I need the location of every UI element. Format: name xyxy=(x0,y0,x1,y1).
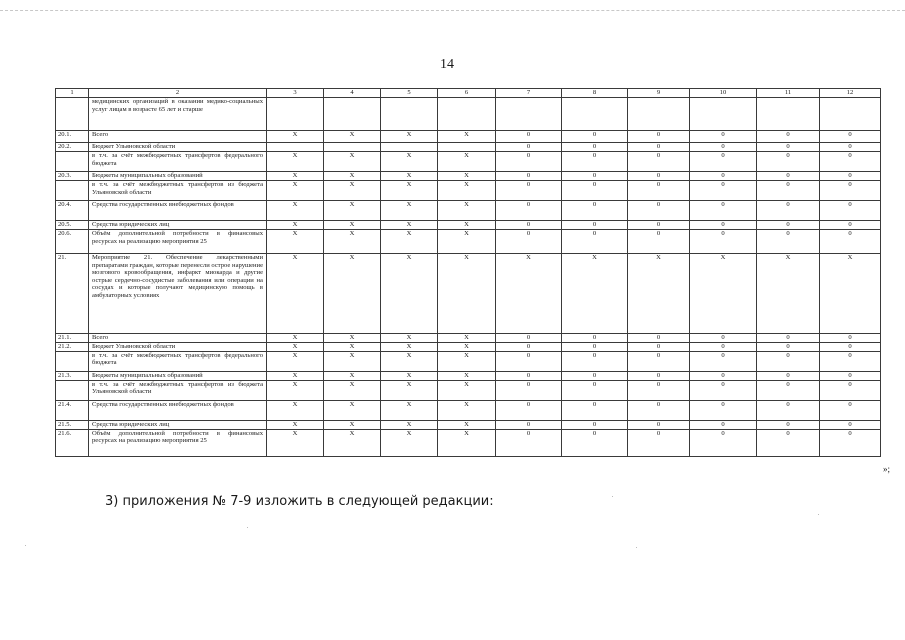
value-cell: Х xyxy=(438,221,496,230)
row-number-cell: 21.5. xyxy=(56,420,89,429)
header-cell: 10 xyxy=(690,89,757,98)
value-cell: 0 xyxy=(496,152,562,172)
value-cell: 0 xyxy=(562,342,628,351)
header-cell: 5 xyxy=(381,89,438,98)
value-cell: 0 xyxy=(628,131,690,143)
value-cell: Х xyxy=(438,181,496,201)
value-cell: Х xyxy=(381,429,438,456)
value-cell: 0 xyxy=(628,371,690,380)
row-number-cell: 21.3. xyxy=(56,371,89,380)
table-row xyxy=(56,342,881,351)
value-cell: 0 xyxy=(690,342,757,351)
value-cell: 0 xyxy=(820,172,881,181)
value-cell: Х xyxy=(381,342,438,351)
row-number-cell xyxy=(56,380,89,400)
value-cell: 0 xyxy=(562,380,628,400)
value-cell: Х xyxy=(381,131,438,143)
value-cell: 0 xyxy=(757,420,820,429)
value-cell: 0 xyxy=(562,230,628,254)
header-cell: 1 xyxy=(56,89,89,98)
value-cell: 0 xyxy=(820,400,881,420)
value-cell xyxy=(324,98,381,131)
row-description-cell: Бюджет Ульяновской области xyxy=(89,143,267,152)
header-cell: 11 xyxy=(757,89,820,98)
value-cell: 0 xyxy=(690,334,757,343)
value-cell xyxy=(324,143,381,152)
table-header-row xyxy=(56,89,881,98)
value-cell: 0 xyxy=(628,400,690,420)
value-cell: 0 xyxy=(690,181,757,201)
value-cell: 0 xyxy=(690,152,757,172)
table-row xyxy=(56,201,881,221)
value-cell: Х xyxy=(324,351,381,371)
value-cell: 0 xyxy=(628,230,690,254)
value-cell: 0 xyxy=(757,131,820,143)
value-cell: Х xyxy=(324,420,381,429)
table-row xyxy=(56,371,881,380)
value-cell: 0 xyxy=(757,181,820,201)
value-cell: Х xyxy=(267,172,324,181)
value-cell: 0 xyxy=(820,131,881,143)
value-cell: Х xyxy=(267,254,324,334)
value-cell: Х xyxy=(628,254,690,334)
row-description-cell: Объём дополнительной потребности в финансовых ресурсах на реализацию мероприятия 25 xyxy=(89,429,267,456)
value-cell: 0 xyxy=(496,342,562,351)
value-cell xyxy=(628,98,690,131)
value-cell: 0 xyxy=(562,420,628,429)
value-cell: Х xyxy=(381,371,438,380)
value-cell: 0 xyxy=(820,351,881,371)
value-cell: 0 xyxy=(562,351,628,371)
header-cell: 12 xyxy=(820,89,881,98)
value-cell: Х xyxy=(267,429,324,456)
header-cell: 9 xyxy=(628,89,690,98)
row-number-cell xyxy=(56,152,89,172)
value-cell: Х xyxy=(438,380,496,400)
value-cell: 0 xyxy=(690,351,757,371)
row-number-cell xyxy=(56,181,89,201)
row-number-cell: 20.3. xyxy=(56,172,89,181)
value-cell: 0 xyxy=(690,429,757,456)
value-cell xyxy=(496,98,562,131)
value-cell: 0 xyxy=(496,371,562,380)
value-cell: Х xyxy=(324,221,381,230)
table-row xyxy=(56,131,881,143)
value-cell: 0 xyxy=(757,371,820,380)
table-row xyxy=(56,400,881,420)
value-cell xyxy=(690,98,757,131)
table-row xyxy=(56,334,881,343)
value-cell: Х xyxy=(690,254,757,334)
value-cell: 0 xyxy=(496,221,562,230)
value-cell xyxy=(438,143,496,152)
value-cell xyxy=(381,143,438,152)
value-cell: 0 xyxy=(628,429,690,456)
value-cell: Х xyxy=(267,380,324,400)
value-cell: 0 xyxy=(562,371,628,380)
header-cell: 8 xyxy=(562,89,628,98)
value-cell: 0 xyxy=(690,143,757,152)
value-cell: 0 xyxy=(496,131,562,143)
value-cell: 0 xyxy=(757,351,820,371)
table-closing-quote: »; xyxy=(883,464,891,474)
value-cell: Х xyxy=(381,181,438,201)
value-cell: 0 xyxy=(496,334,562,343)
row-number-cell: 21.2. xyxy=(56,342,89,351)
value-cell: 0 xyxy=(562,143,628,152)
value-cell: Х xyxy=(438,131,496,143)
value-cell: 0 xyxy=(562,201,628,221)
scan-speck xyxy=(612,496,613,497)
value-cell: 0 xyxy=(757,429,820,456)
value-cell: 0 xyxy=(562,429,628,456)
value-cell: 0 xyxy=(496,351,562,371)
value-cell: Х xyxy=(381,351,438,371)
value-cell: 0 xyxy=(562,152,628,172)
value-cell: 0 xyxy=(820,221,881,230)
header-cell: 3 xyxy=(267,89,324,98)
row-number-cell: 20.6. xyxy=(56,230,89,254)
row-number-cell: 20.4. xyxy=(56,201,89,221)
row-description-cell: в т.ч. за счёт межбюджетных трансфертов федерального бюджета xyxy=(89,152,267,172)
row-number-cell: 21.6. xyxy=(56,429,89,456)
value-cell: 0 xyxy=(496,380,562,400)
value-cell xyxy=(820,98,881,131)
value-cell: 0 xyxy=(562,172,628,181)
row-description-cell: Средства юридических лиц xyxy=(89,420,267,429)
header-cell: 6 xyxy=(438,89,496,98)
table-row xyxy=(56,152,881,172)
value-cell: 0 xyxy=(820,429,881,456)
value-cell: 0 xyxy=(628,380,690,400)
value-cell: Х xyxy=(757,254,820,334)
value-cell: 0 xyxy=(628,221,690,230)
row-number-cell: 20.1. xyxy=(56,131,89,143)
value-cell xyxy=(562,98,628,131)
row-description-cell: Объём дополнительной потребности в финансовых ресурсах на реализацию мероприятия 25 xyxy=(89,230,267,254)
value-cell: Х xyxy=(562,254,628,334)
value-cell: 0 xyxy=(496,230,562,254)
value-cell: Х xyxy=(267,201,324,221)
value-cell: 0 xyxy=(690,230,757,254)
value-cell: Х xyxy=(381,230,438,254)
value-cell: 0 xyxy=(820,201,881,221)
value-cell: 0 xyxy=(820,420,881,429)
table-row xyxy=(56,254,881,334)
row-number-cell: 21.1. xyxy=(56,334,89,343)
value-cell xyxy=(267,143,324,152)
row-description-cell: Бюджеты муниципальных образований xyxy=(89,172,267,181)
value-cell: 0 xyxy=(757,152,820,172)
value-cell: Х xyxy=(324,334,381,343)
value-cell: 0 xyxy=(820,371,881,380)
value-cell: 0 xyxy=(757,334,820,343)
value-cell: Х xyxy=(381,172,438,181)
value-cell: Х xyxy=(324,400,381,420)
scan-speck xyxy=(25,545,26,546)
value-cell: Х xyxy=(267,181,324,201)
value-cell: 0 xyxy=(628,152,690,172)
value-cell: 0 xyxy=(496,400,562,420)
value-cell: Х xyxy=(324,254,381,334)
value-cell: Х xyxy=(381,201,438,221)
value-cell: 0 xyxy=(628,201,690,221)
value-cell: Х xyxy=(381,254,438,334)
value-cell: Х xyxy=(324,230,381,254)
value-cell: Х xyxy=(267,371,324,380)
scan-speck xyxy=(247,527,248,528)
value-cell: 0 xyxy=(690,420,757,429)
value-cell: 0 xyxy=(757,342,820,351)
value-cell: Х xyxy=(381,152,438,172)
value-cell: Х xyxy=(381,380,438,400)
table-row xyxy=(56,221,881,230)
row-description-cell: Всего xyxy=(89,131,267,143)
value-cell xyxy=(757,98,820,131)
table-row xyxy=(56,143,881,152)
value-cell: Х xyxy=(438,152,496,172)
table-row xyxy=(56,351,881,371)
value-cell: 0 xyxy=(562,334,628,343)
value-cell: 0 xyxy=(757,230,820,254)
table-row xyxy=(56,172,881,181)
value-cell: 0 xyxy=(628,351,690,371)
row-description-cell: Средства государственных внебюджетных фондов xyxy=(89,400,267,420)
value-cell: Х xyxy=(438,334,496,343)
value-cell: 0 xyxy=(820,342,881,351)
value-cell: 0 xyxy=(820,334,881,343)
value-cell: 0 xyxy=(562,131,628,143)
value-cell: Х xyxy=(267,351,324,371)
value-cell: Х xyxy=(381,221,438,230)
value-cell: 0 xyxy=(690,131,757,143)
value-cell: Х xyxy=(267,152,324,172)
value-cell: 0 xyxy=(628,342,690,351)
scan-speck xyxy=(636,547,637,548)
value-cell: Х xyxy=(496,254,562,334)
value-cell: Х xyxy=(324,172,381,181)
row-description-cell: в т.ч. за счёт межбюджетных трансфертов федерального бюджета xyxy=(89,351,267,371)
value-cell: 0 xyxy=(820,152,881,172)
table-row xyxy=(56,380,881,400)
value-cell: Х xyxy=(381,400,438,420)
value-cell: 0 xyxy=(757,221,820,230)
value-cell: 0 xyxy=(690,371,757,380)
value-cell: Х xyxy=(438,254,496,334)
value-cell: Х xyxy=(438,429,496,456)
value-cell: 0 xyxy=(690,380,757,400)
value-cell: 0 xyxy=(820,181,881,201)
value-cell: Х xyxy=(324,152,381,172)
row-description-cell: Средства государственных внебюджетных фондов xyxy=(89,201,267,221)
budget-table xyxy=(55,88,881,457)
value-cell: Х xyxy=(820,254,881,334)
value-cell: Х xyxy=(438,371,496,380)
value-cell: 0 xyxy=(562,400,628,420)
scan-speck xyxy=(818,514,819,515)
value-cell: Х xyxy=(438,172,496,181)
row-description-cell: Средства юридических лиц xyxy=(89,221,267,230)
value-cell: 0 xyxy=(757,172,820,181)
table-row xyxy=(56,429,881,456)
value-cell: 0 xyxy=(628,172,690,181)
value-cell: 0 xyxy=(690,172,757,181)
value-cell: 0 xyxy=(496,429,562,456)
value-cell xyxy=(438,98,496,131)
value-cell: Х xyxy=(267,420,324,429)
row-description-cell: Бюджеты муниципальных образований xyxy=(89,371,267,380)
row-number-cell: 20.2. xyxy=(56,143,89,152)
value-cell: Х xyxy=(324,429,381,456)
row-number-cell: 21. xyxy=(56,254,89,334)
row-description-cell: Бюджет Ульяновской области xyxy=(89,342,267,351)
value-cell: Х xyxy=(438,351,496,371)
page-number: 14 xyxy=(440,57,454,72)
value-cell: 0 xyxy=(496,143,562,152)
value-cell: 0 xyxy=(628,420,690,429)
value-cell: Х xyxy=(324,342,381,351)
value-cell: Х xyxy=(324,371,381,380)
row-number-cell: 20.5. xyxy=(56,221,89,230)
value-cell: 0 xyxy=(496,201,562,221)
value-cell: Х xyxy=(267,131,324,143)
value-cell: 0 xyxy=(628,143,690,152)
value-cell: Х xyxy=(324,380,381,400)
row-description-cell: медицинских организаций в оказании медико-социальных услуг лицам в возрасте 65 лет и старше xyxy=(89,98,267,131)
row-number-cell: 21.4. xyxy=(56,400,89,420)
value-cell: 0 xyxy=(562,181,628,201)
value-cell: 0 xyxy=(757,201,820,221)
value-cell: 0 xyxy=(690,201,757,221)
value-cell xyxy=(381,98,438,131)
header-cell: 7 xyxy=(496,89,562,98)
value-cell: Х xyxy=(324,131,381,143)
value-cell: Х xyxy=(267,342,324,351)
row-description-cell: Мероприятие 21. Обеспечение лекарственными препаратами граждан, которые перенесли острое нарушение мозгового кровообращения, инфаркт миокарда и другие острые сердечно-сосудистые заболевания или операции на сосудах и которые получают медицинскую помощь в амбулаторных условиях xyxy=(89,254,267,334)
value-cell: Х xyxy=(381,334,438,343)
page-top-border xyxy=(0,10,905,11)
value-cell: 0 xyxy=(628,181,690,201)
value-cell: 0 xyxy=(628,334,690,343)
value-cell: Х xyxy=(438,400,496,420)
value-cell: 0 xyxy=(757,380,820,400)
value-cell: Х xyxy=(438,420,496,429)
value-cell: 0 xyxy=(690,221,757,230)
table-row xyxy=(56,181,881,201)
value-cell: 0 xyxy=(820,230,881,254)
row-description-cell: в т.ч. за счёт межбюджетных трансфертов из бюджета Ульяновской области xyxy=(89,380,267,400)
value-cell: Х xyxy=(267,334,324,343)
row-number-cell xyxy=(56,351,89,371)
value-cell: Х xyxy=(267,230,324,254)
value-cell: Х xyxy=(438,201,496,221)
value-cell: Х xyxy=(438,342,496,351)
value-cell: 0 xyxy=(496,172,562,181)
value-cell: 0 xyxy=(690,400,757,420)
row-number-cell xyxy=(56,98,89,131)
value-cell: 0 xyxy=(757,400,820,420)
value-cell: 0 xyxy=(496,420,562,429)
value-cell: 0 xyxy=(820,380,881,400)
value-cell: Х xyxy=(324,181,381,201)
value-cell: Х xyxy=(438,230,496,254)
table-row xyxy=(56,98,881,131)
instruction-text: 3) приложения № 7-9 изложить в следующей редакции: xyxy=(105,494,494,509)
value-cell: Х xyxy=(267,221,324,230)
value-cell: Х xyxy=(267,400,324,420)
value-cell: 0 xyxy=(496,181,562,201)
header-cell: 4 xyxy=(324,89,381,98)
header-cell: 2 xyxy=(89,89,267,98)
table-row xyxy=(56,420,881,429)
value-cell xyxy=(267,98,324,131)
table-row xyxy=(56,230,881,254)
value-cell: 0 xyxy=(562,221,628,230)
value-cell: Х xyxy=(381,420,438,429)
row-description-cell: в т.ч. за счёт межбюджетных трансфертов из бюджета Ульяновской области xyxy=(89,181,267,201)
value-cell: 0 xyxy=(757,143,820,152)
value-cell: 0 xyxy=(820,143,881,152)
value-cell: Х xyxy=(324,201,381,221)
row-description-cell: Всего xyxy=(89,334,267,343)
